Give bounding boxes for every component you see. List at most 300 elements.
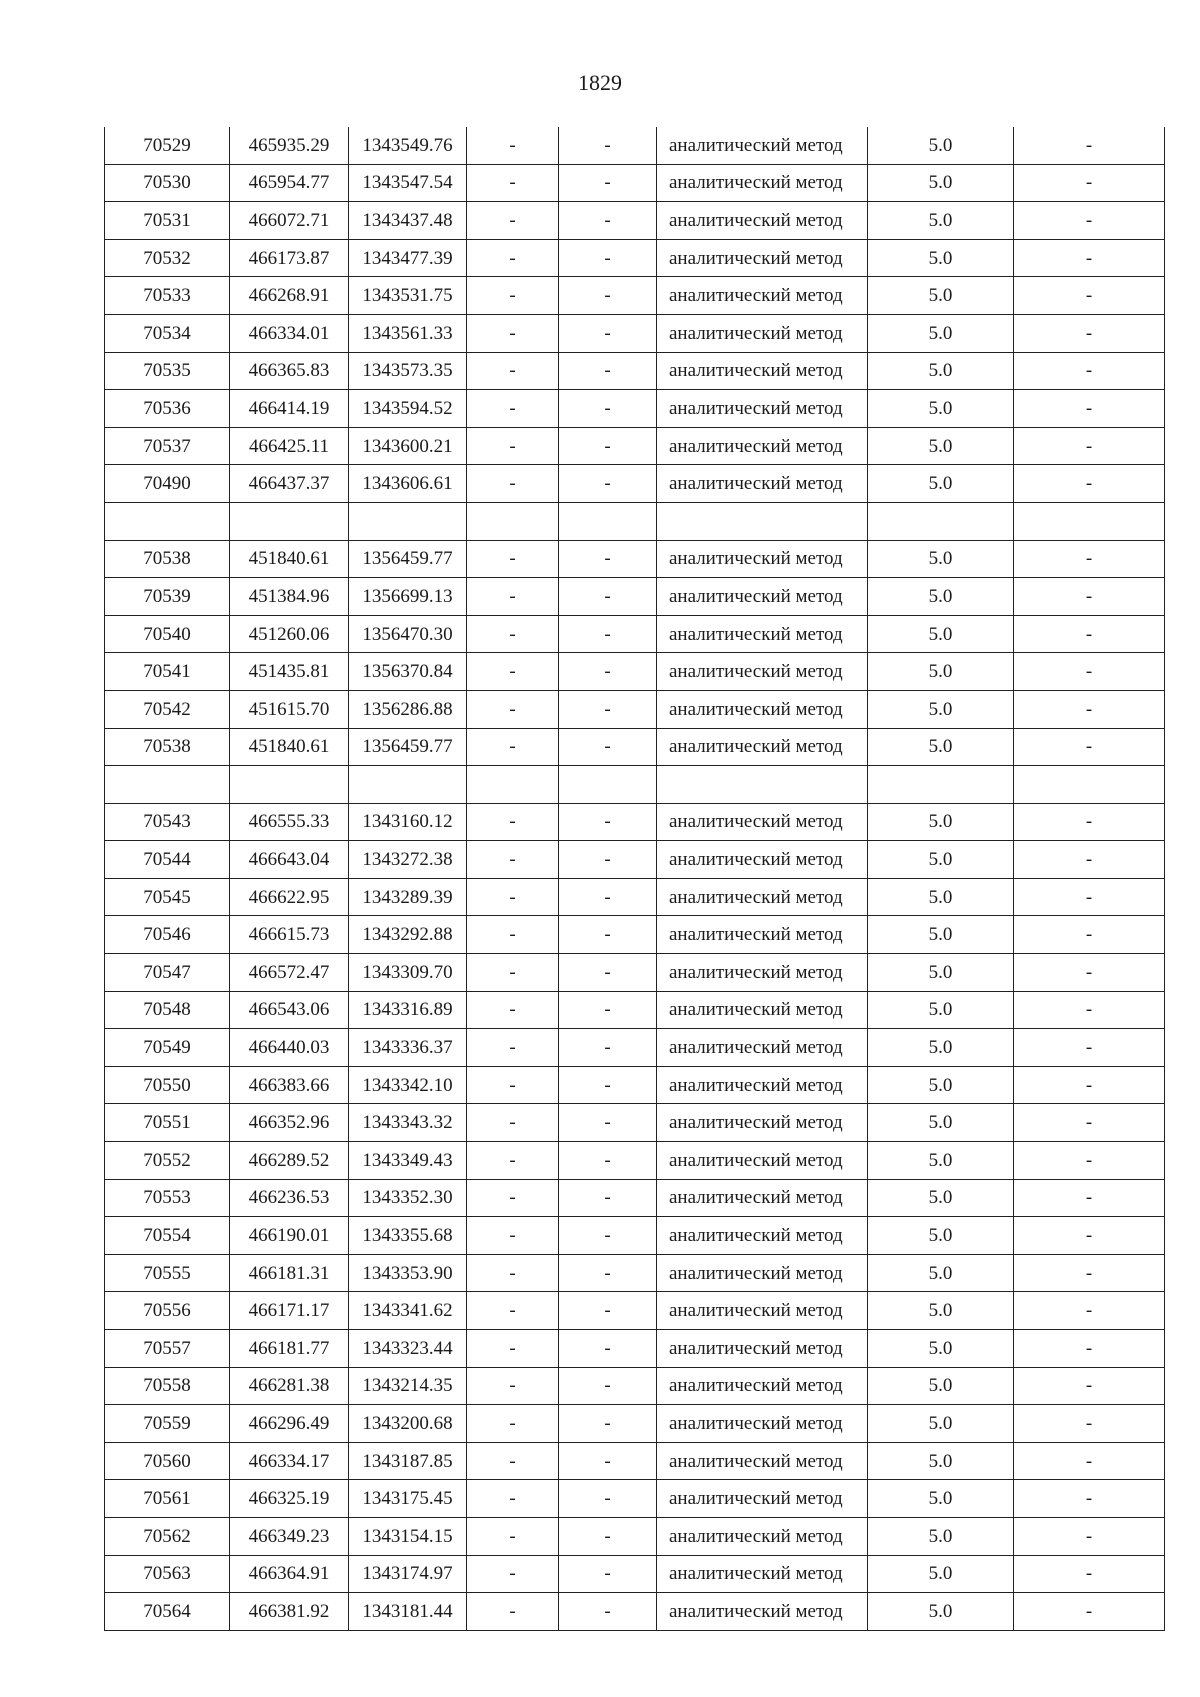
point-number-cell: 70538 xyxy=(105,540,230,578)
x-coordinate-cell: 466643.04 xyxy=(230,841,349,879)
y-coordinate-cell: 1343200.68 xyxy=(349,1405,467,1443)
method-cell: аналитический метод xyxy=(657,1555,868,1593)
x-coordinate-cell: 466181.31 xyxy=(230,1254,349,1292)
table-separator-row xyxy=(105,766,1165,804)
x-coordinate-cell: 466437.37 xyxy=(230,465,349,503)
y-coordinate-cell: 1343342.10 xyxy=(349,1066,467,1104)
dash-cell: - xyxy=(467,1593,559,1631)
dash-cell: - xyxy=(559,954,657,992)
dash-cell: - xyxy=(467,540,559,578)
x-coordinate-cell: 466381.92 xyxy=(230,1593,349,1631)
dash-cell: - xyxy=(467,1254,559,1292)
y-coordinate-cell xyxy=(349,502,467,540)
dash-cell xyxy=(559,766,657,804)
table-row xyxy=(105,954,1165,992)
method-cell: аналитический метод xyxy=(657,1517,868,1555)
dash-cell: - xyxy=(559,841,657,879)
point-number-cell: 70553 xyxy=(105,1179,230,1217)
dash-cell: - xyxy=(467,1292,559,1330)
point-number-cell: 70546 xyxy=(105,916,230,954)
table-row xyxy=(105,277,1165,315)
method-cell: аналитический метод xyxy=(657,1292,868,1330)
dash-cell: - xyxy=(559,653,657,691)
accuracy-cell: 5.0 xyxy=(868,1104,1014,1142)
dash-cell: - xyxy=(1014,1292,1165,1330)
accuracy-cell: 5.0 xyxy=(868,1254,1014,1292)
dash-cell: - xyxy=(467,314,559,352)
y-coordinate-cell: 1343336.37 xyxy=(349,1029,467,1067)
table-row xyxy=(105,1104,1165,1142)
dash-cell: - xyxy=(559,991,657,1029)
method-cell: аналитический метод xyxy=(657,916,868,954)
y-coordinate-cell: 1343181.44 xyxy=(349,1593,467,1631)
dash-cell xyxy=(1014,502,1165,540)
method-cell: аналитический метод xyxy=(657,1104,868,1142)
table-row xyxy=(105,1367,1165,1405)
point-number-cell: 70551 xyxy=(105,1104,230,1142)
y-coordinate-cell: 1343187.85 xyxy=(349,1442,467,1480)
method-cell: аналитический метод xyxy=(657,277,868,315)
method-cell: аналитический метод xyxy=(657,728,868,766)
table-row xyxy=(105,1217,1165,1255)
x-coordinate-cell: 466352.96 xyxy=(230,1104,349,1142)
dash-cell: - xyxy=(559,1517,657,1555)
accuracy-cell: 5.0 xyxy=(868,1330,1014,1368)
accuracy-cell: 5.0 xyxy=(868,465,1014,503)
y-coordinate-cell: 1343353.90 xyxy=(349,1254,467,1292)
table-row xyxy=(105,1029,1165,1067)
accuracy-cell: 5.0 xyxy=(868,1066,1014,1104)
method-cell: аналитический метод xyxy=(657,615,868,653)
table-row xyxy=(105,991,1165,1029)
dash-cell: - xyxy=(1014,1142,1165,1180)
dash-cell: - xyxy=(1014,841,1165,879)
y-coordinate-cell: 1343160.12 xyxy=(349,803,467,841)
dash-cell: - xyxy=(559,1555,657,1593)
dash-cell: - xyxy=(467,202,559,240)
y-coordinate-cell: 1343561.33 xyxy=(349,314,467,352)
x-coordinate-cell: 466171.17 xyxy=(230,1292,349,1330)
y-coordinate-cell: 1356286.88 xyxy=(349,690,467,728)
dash-cell: - xyxy=(559,314,657,352)
dash-cell: - xyxy=(1014,1029,1165,1067)
point-number-cell: 70535 xyxy=(105,352,230,390)
x-coordinate-cell: 466173.87 xyxy=(230,239,349,277)
point-number-cell: 70549 xyxy=(105,1029,230,1067)
dash-cell: - xyxy=(1014,202,1165,240)
x-coordinate-cell: 466181.77 xyxy=(230,1330,349,1368)
table-row xyxy=(105,1405,1165,1443)
y-coordinate-cell: 1343154.15 xyxy=(349,1517,467,1555)
dash-cell: - xyxy=(559,916,657,954)
accuracy-cell: 5.0 xyxy=(868,578,1014,616)
x-coordinate-cell: 466440.03 xyxy=(230,1029,349,1067)
point-number-cell: 70533 xyxy=(105,277,230,315)
point-number-cell: 70536 xyxy=(105,390,230,428)
method-cell: аналитический метод xyxy=(657,878,868,916)
y-coordinate-cell: 1343272.38 xyxy=(349,841,467,879)
dash-cell: - xyxy=(559,1179,657,1217)
point-number-cell: 70543 xyxy=(105,803,230,841)
x-coordinate-cell: 451840.61 xyxy=(230,728,349,766)
point-number-cell: 70554 xyxy=(105,1217,230,1255)
dash-cell: - xyxy=(559,1104,657,1142)
table-row xyxy=(105,540,1165,578)
point-number-cell xyxy=(105,502,230,540)
accuracy-cell: 5.0 xyxy=(868,690,1014,728)
dash-cell: - xyxy=(467,1066,559,1104)
x-coordinate-cell: 466543.06 xyxy=(230,991,349,1029)
dash-cell: - xyxy=(559,803,657,841)
dash-cell: - xyxy=(1014,1217,1165,1255)
x-coordinate-cell: 466072.71 xyxy=(230,202,349,240)
dash-cell: - xyxy=(559,164,657,202)
accuracy-cell: 5.0 xyxy=(868,954,1014,992)
accuracy-cell: 5.0 xyxy=(868,878,1014,916)
dash-cell: - xyxy=(1014,390,1165,428)
x-coordinate-cell: 466364.91 xyxy=(230,1555,349,1593)
x-coordinate-cell: 451435.81 xyxy=(230,653,349,691)
method-cell: аналитический метод xyxy=(657,427,868,465)
dash-cell: - xyxy=(1014,728,1165,766)
dash-cell: - xyxy=(467,878,559,916)
table-row xyxy=(105,1292,1165,1330)
dash-cell: - xyxy=(467,1330,559,1368)
dash-cell: - xyxy=(467,277,559,315)
dash-cell: - xyxy=(1014,578,1165,616)
dash-cell: - xyxy=(467,578,559,616)
y-coordinate-cell: 1343437.48 xyxy=(349,202,467,240)
table-row xyxy=(105,465,1165,503)
table-row xyxy=(105,164,1165,202)
table-row xyxy=(105,314,1165,352)
x-coordinate-cell: 466383.66 xyxy=(230,1066,349,1104)
method-cell: аналитический метод xyxy=(657,1442,868,1480)
accuracy-cell xyxy=(868,766,1014,804)
table-row xyxy=(105,615,1165,653)
point-number-cell xyxy=(105,766,230,804)
table-row xyxy=(105,390,1165,428)
y-coordinate-cell: 1343600.21 xyxy=(349,427,467,465)
point-number-cell: 70559 xyxy=(105,1405,230,1443)
x-coordinate-cell: 466296.49 xyxy=(230,1405,349,1443)
dash-cell: - xyxy=(467,1217,559,1255)
x-coordinate-cell: 466365.83 xyxy=(230,352,349,390)
method-cell: аналитический метод xyxy=(657,803,868,841)
y-coordinate-cell: 1356470.30 xyxy=(349,615,467,653)
dash-cell: - xyxy=(559,1593,657,1631)
point-number-cell: 70538 xyxy=(105,728,230,766)
point-number-cell: 70490 xyxy=(105,465,230,503)
x-coordinate-cell: 466622.95 xyxy=(230,878,349,916)
accuracy-cell: 5.0 xyxy=(868,1555,1014,1593)
dash-cell: - xyxy=(467,653,559,691)
dash-cell: - xyxy=(559,1029,657,1067)
accuracy-cell: 5.0 xyxy=(868,277,1014,315)
y-coordinate-cell: 1343606.61 xyxy=(349,465,467,503)
method-cell: аналитический метод xyxy=(657,1593,868,1631)
x-coordinate-cell: 466349.23 xyxy=(230,1517,349,1555)
dash-cell: - xyxy=(559,465,657,503)
dash-cell: - xyxy=(467,164,559,202)
y-coordinate-cell: 1343352.30 xyxy=(349,1179,467,1217)
table-row xyxy=(105,1517,1165,1555)
dash-cell: - xyxy=(559,1442,657,1480)
accuracy-cell: 5.0 xyxy=(868,653,1014,691)
method-cell: аналитический метод xyxy=(657,690,868,728)
x-coordinate-cell: 451384.96 xyxy=(230,578,349,616)
y-coordinate-cell: 1343547.54 xyxy=(349,164,467,202)
table-row xyxy=(105,1066,1165,1104)
point-number-cell: 70537 xyxy=(105,427,230,465)
x-coordinate-cell: 451840.61 xyxy=(230,540,349,578)
y-coordinate-cell: 1343341.62 xyxy=(349,1292,467,1330)
x-coordinate-cell: 466334.17 xyxy=(230,1442,349,1480)
accuracy-cell: 5.0 xyxy=(868,1217,1014,1255)
dash-cell: - xyxy=(1014,1517,1165,1555)
table-row xyxy=(105,1254,1165,1292)
point-number-cell: 70534 xyxy=(105,314,230,352)
dash-cell: - xyxy=(559,1367,657,1405)
dash-cell: - xyxy=(559,1330,657,1368)
table-row xyxy=(105,1555,1165,1593)
method-cell: аналитический метод xyxy=(657,841,868,879)
y-coordinate-cell: 1343477.39 xyxy=(349,239,467,277)
method-cell: аналитический метод xyxy=(657,390,868,428)
dash-cell: - xyxy=(559,615,657,653)
method-cell: аналитический метод xyxy=(657,1367,868,1405)
x-coordinate-cell xyxy=(230,766,349,804)
point-number-cell: 70547 xyxy=(105,954,230,992)
dash-cell xyxy=(467,766,559,804)
dash-cell: - xyxy=(1014,1104,1165,1142)
dash-cell xyxy=(1014,766,1165,804)
x-coordinate-cell: 466334.01 xyxy=(230,314,349,352)
dash-cell: - xyxy=(467,1367,559,1405)
table-separator-row xyxy=(105,502,1165,540)
point-number-cell: 70552 xyxy=(105,1142,230,1180)
accuracy-cell: 5.0 xyxy=(868,841,1014,879)
dash-cell xyxy=(559,502,657,540)
accuracy-cell: 5.0 xyxy=(868,127,1014,164)
dash-cell: - xyxy=(559,127,657,164)
dash-cell: - xyxy=(1014,1593,1165,1631)
dash-cell: - xyxy=(467,127,559,164)
point-number-cell: 70529 xyxy=(105,127,230,164)
method-cell: аналитический метод xyxy=(657,239,868,277)
point-number-cell: 70530 xyxy=(105,164,230,202)
dash-cell: - xyxy=(1014,803,1165,841)
dash-cell: - xyxy=(559,540,657,578)
x-coordinate-cell xyxy=(230,502,349,540)
dash-cell: - xyxy=(1014,1367,1165,1405)
method-cell: аналитический метод xyxy=(657,1330,868,1368)
table-row xyxy=(105,878,1165,916)
table-row xyxy=(105,202,1165,240)
x-coordinate-cell: 465954.77 xyxy=(230,164,349,202)
table-row xyxy=(105,1179,1165,1217)
accuracy-cell: 5.0 xyxy=(868,728,1014,766)
x-coordinate-cell: 466236.53 xyxy=(230,1179,349,1217)
dash-cell: - xyxy=(559,578,657,616)
accuracy-cell: 5.0 xyxy=(868,1142,1014,1180)
method-cell: аналитический метод xyxy=(657,540,868,578)
table-row xyxy=(105,1330,1165,1368)
method-cell: аналитический метод xyxy=(657,653,868,691)
point-number-cell: 70531 xyxy=(105,202,230,240)
dash-cell: - xyxy=(467,390,559,428)
method-cell xyxy=(657,502,868,540)
dash-cell: - xyxy=(559,202,657,240)
dash-cell: - xyxy=(467,1029,559,1067)
accuracy-cell: 5.0 xyxy=(868,540,1014,578)
accuracy-cell: 5.0 xyxy=(868,615,1014,653)
point-number-cell: 70540 xyxy=(105,615,230,653)
table-row xyxy=(105,1442,1165,1480)
accuracy-cell: 5.0 xyxy=(868,1517,1014,1555)
accuracy-cell: 5.0 xyxy=(868,390,1014,428)
x-coordinate-cell: 466425.11 xyxy=(230,427,349,465)
dash-cell: - xyxy=(467,352,559,390)
y-coordinate-cell: 1343175.45 xyxy=(349,1480,467,1518)
y-coordinate-cell: 1356459.77 xyxy=(349,728,467,766)
dash-cell: - xyxy=(559,878,657,916)
dash-cell: - xyxy=(467,1555,559,1593)
point-number-cell: 70562 xyxy=(105,1517,230,1555)
dash-cell: - xyxy=(467,465,559,503)
dash-cell: - xyxy=(1014,540,1165,578)
method-cell: аналитический метод xyxy=(657,1405,868,1443)
x-coordinate-cell: 451260.06 xyxy=(230,615,349,653)
page-number: 1829 xyxy=(578,70,622,95)
dash-cell: - xyxy=(467,239,559,277)
dash-cell: - xyxy=(467,803,559,841)
dash-cell: - xyxy=(1014,465,1165,503)
dash-cell: - xyxy=(467,1517,559,1555)
method-cell: аналитический метод xyxy=(657,1217,868,1255)
point-number-cell: 70544 xyxy=(105,841,230,879)
method-cell xyxy=(657,766,868,804)
accuracy-cell: 5.0 xyxy=(868,1480,1014,1518)
dash-cell: - xyxy=(559,1405,657,1443)
table-row xyxy=(105,841,1165,879)
y-coordinate-cell: 1343531.75 xyxy=(349,277,467,315)
accuracy-cell xyxy=(868,502,1014,540)
dash-cell: - xyxy=(559,1142,657,1180)
method-cell: аналитический метод xyxy=(657,954,868,992)
dash-cell: - xyxy=(467,1442,559,1480)
accuracy-cell: 5.0 xyxy=(868,164,1014,202)
point-number-cell: 70561 xyxy=(105,1480,230,1518)
point-number-cell: 70541 xyxy=(105,653,230,691)
method-cell: аналитический метод xyxy=(657,314,868,352)
dash-cell: - xyxy=(559,427,657,465)
dash-cell: - xyxy=(467,991,559,1029)
accuracy-cell: 5.0 xyxy=(868,1593,1014,1631)
table-row xyxy=(105,728,1165,766)
method-cell: аналитический метод xyxy=(657,1029,868,1067)
x-coordinate-cell: 466268.91 xyxy=(230,277,349,315)
x-coordinate-cell: 466572.47 xyxy=(230,954,349,992)
point-number-cell: 70555 xyxy=(105,1254,230,1292)
point-number-cell: 70542 xyxy=(105,690,230,728)
method-cell: аналитический метод xyxy=(657,991,868,1029)
dash-cell: - xyxy=(559,1066,657,1104)
dash-cell: - xyxy=(1014,878,1165,916)
table-row xyxy=(105,653,1165,691)
dash-cell: - xyxy=(1014,615,1165,653)
method-cell: аналитический метод xyxy=(657,1066,868,1104)
dash-cell: - xyxy=(1014,1066,1165,1104)
point-number-cell: 70564 xyxy=(105,1593,230,1631)
dash-cell: - xyxy=(1014,991,1165,1029)
dash-cell: - xyxy=(559,352,657,390)
y-coordinate-cell: 1343323.44 xyxy=(349,1330,467,1368)
dash-cell: - xyxy=(467,1104,559,1142)
y-coordinate-cell: 1343549.76 xyxy=(349,127,467,164)
accuracy-cell: 5.0 xyxy=(868,427,1014,465)
point-number-cell: 70560 xyxy=(105,1442,230,1480)
accuracy-cell: 5.0 xyxy=(868,1029,1014,1067)
y-coordinate-cell: 1343292.88 xyxy=(349,916,467,954)
dash-cell: - xyxy=(559,1254,657,1292)
accuracy-cell: 5.0 xyxy=(868,1179,1014,1217)
dash-cell: - xyxy=(1014,127,1165,164)
dash-cell: - xyxy=(1014,1254,1165,1292)
table-row xyxy=(105,127,1165,164)
point-number-cell: 70558 xyxy=(105,1367,230,1405)
table-row xyxy=(105,578,1165,616)
dash-cell: - xyxy=(1014,1442,1165,1480)
table-row xyxy=(105,690,1165,728)
accuracy-cell: 5.0 xyxy=(868,239,1014,277)
accuracy-cell: 5.0 xyxy=(868,916,1014,954)
dash-cell: - xyxy=(1014,1405,1165,1443)
dash-cell: - xyxy=(1014,164,1165,202)
point-number-cell: 70563 xyxy=(105,1555,230,1593)
x-coordinate-cell: 466325.19 xyxy=(230,1480,349,1518)
dash-cell: - xyxy=(1014,690,1165,728)
method-cell: аналитический метод xyxy=(657,202,868,240)
x-coordinate-cell: 451615.70 xyxy=(230,690,349,728)
table-row xyxy=(105,1593,1165,1631)
point-number-cell: 70557 xyxy=(105,1330,230,1368)
x-coordinate-cell: 466414.19 xyxy=(230,390,349,428)
method-cell: аналитический метод xyxy=(657,1142,868,1180)
dash-cell: - xyxy=(467,427,559,465)
x-coordinate-cell: 466190.01 xyxy=(230,1217,349,1255)
accuracy-cell: 5.0 xyxy=(868,314,1014,352)
dash-cell: - xyxy=(467,615,559,653)
y-coordinate-cell: 1343214.35 xyxy=(349,1367,467,1405)
method-cell: аналитический метод xyxy=(657,1480,868,1518)
table-row xyxy=(105,1142,1165,1180)
point-number-cell: 70539 xyxy=(105,578,230,616)
method-cell: аналитический метод xyxy=(657,352,868,390)
method-cell: аналитический метод xyxy=(657,578,868,616)
dash-cell: - xyxy=(1014,314,1165,352)
point-number-cell: 70556 xyxy=(105,1292,230,1330)
dash-cell: - xyxy=(467,841,559,879)
accuracy-cell: 5.0 xyxy=(868,991,1014,1029)
y-coordinate-cell: 1356370.84 xyxy=(349,653,467,691)
dash-cell: - xyxy=(467,1480,559,1518)
dash-cell: - xyxy=(467,690,559,728)
x-coordinate-cell: 466289.52 xyxy=(230,1142,349,1180)
dash-cell: - xyxy=(467,1179,559,1217)
dash-cell: - xyxy=(559,1292,657,1330)
method-cell: аналитический метод xyxy=(657,127,868,164)
